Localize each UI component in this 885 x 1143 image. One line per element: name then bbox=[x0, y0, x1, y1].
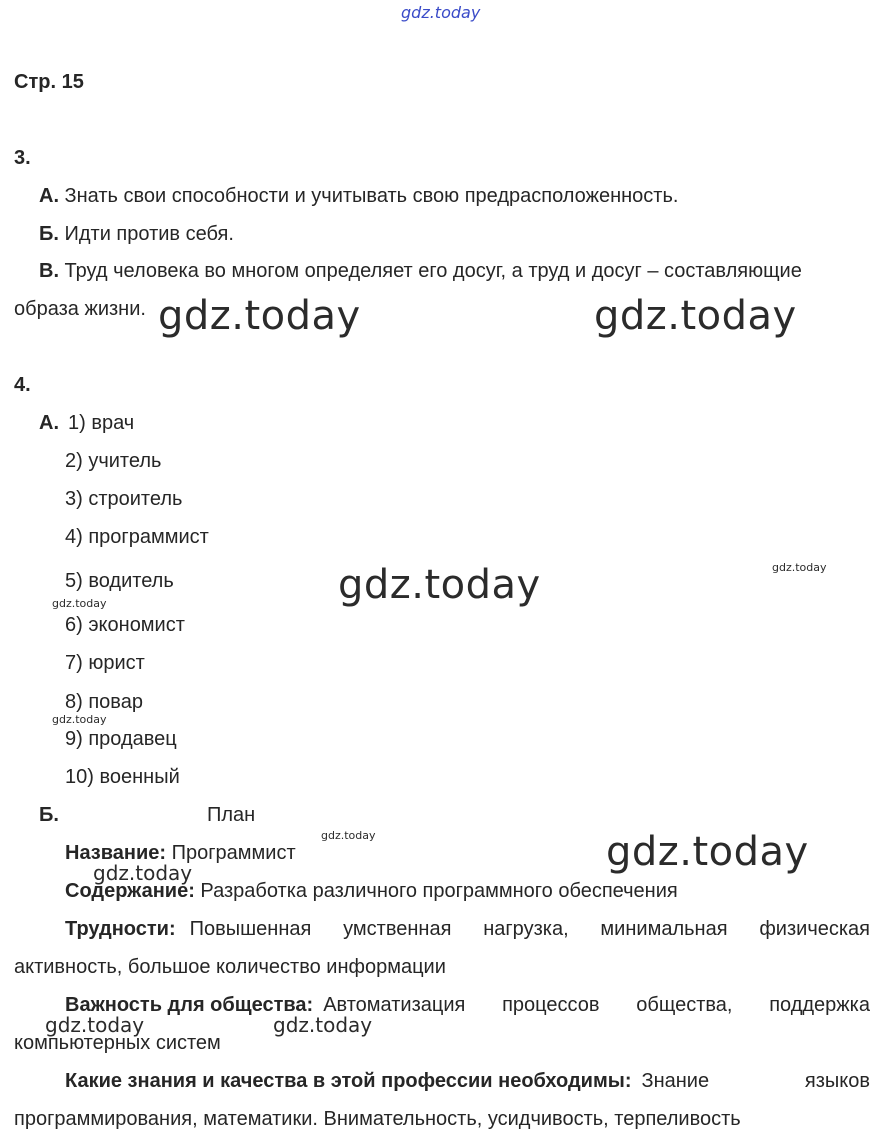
watermark-logo: gdz.today bbox=[321, 829, 376, 842]
watermark-logo: gdz.today bbox=[45, 1013, 145, 1037]
answer-text: Труд человека во многом определяет его досуг, а труд и досуг – составляющие bbox=[59, 260, 802, 282]
profession-item: 6) экономист bbox=[65, 614, 185, 636]
answer-label: Б. bbox=[39, 223, 59, 245]
profession-item: 9) продавец bbox=[65, 728, 177, 750]
answer-text: Идти против себя. bbox=[58, 223, 234, 245]
plan-importance-label: Важность для общества: bbox=[65, 994, 314, 1016]
plan-content-label: Содержание: bbox=[65, 880, 195, 902]
task-3-answer-c-line2: образа жизни. bbox=[14, 298, 146, 320]
task-3-answer-c-line1 bbox=[39, 259, 802, 283]
task-3-number: 3. bbox=[14, 147, 31, 169]
answer-label: А. bbox=[39, 185, 59, 207]
answer-label: В. bbox=[39, 260, 59, 282]
profession-item: 8) повар bbox=[65, 691, 143, 713]
profession-item: 4) программист bbox=[65, 526, 209, 548]
watermark-logo: gdz.today bbox=[606, 829, 809, 875]
profession-item: 5) водитель bbox=[65, 570, 174, 592]
plan-name-label: Название: bbox=[65, 842, 167, 864]
watermark-logo: gdz.today bbox=[772, 561, 827, 574]
plan-skills-text: Знание языков bbox=[641, 1070, 870, 1092]
plan-importance-line1 bbox=[65, 993, 870, 1017]
watermark-logo: gdz.today bbox=[273, 1013, 373, 1037]
watermark-logo: gdz.today bbox=[158, 293, 361, 339]
task-3-answer-a bbox=[39, 184, 678, 208]
page-title: Стр. 15 bbox=[14, 71, 84, 93]
task-4-number: 4. bbox=[14, 374, 31, 396]
profession-item: 7) юрист bbox=[65, 652, 145, 674]
plan-difficulties-line2: активность, большое количество информации bbox=[14, 956, 446, 978]
plan-importance-text: Автоматизация процессов общества, поддержка bbox=[323, 994, 870, 1016]
plan-difficulties-text: Повышенная умственная нагрузка, минимальная физическая bbox=[189, 918, 870, 940]
plan-skills-line2: программирования, математики. Внимательность, усидчивость, терпеливость bbox=[14, 1108, 741, 1130]
plan-content-value: Разработка различного программного обеспечения bbox=[194, 880, 678, 902]
watermark-logo: gdz.today bbox=[52, 713, 107, 726]
plan-difficulties-line1 bbox=[65, 917, 870, 941]
watermark-logo: gdz.today bbox=[401, 3, 481, 22]
task-4-part-b-label: Б. bbox=[39, 804, 59, 826]
plan-skills-label: Какие знания и качества в этой профессии необходимы: bbox=[65, 1070, 632, 1092]
watermark-logo: gdz.today bbox=[93, 861, 193, 885]
plan-title: План bbox=[207, 804, 256, 826]
watermark-logo: gdz.today bbox=[594, 293, 797, 339]
task-4-part-a-label: А. bbox=[39, 412, 59, 434]
profession-item: 10) военный bbox=[65, 766, 180, 788]
watermark-logo: gdz.today bbox=[52, 597, 107, 610]
plan-name-value: Программист bbox=[166, 842, 296, 864]
plan-importance-line2: компьютерных систем bbox=[14, 1032, 221, 1054]
profession-item: 1) врач bbox=[68, 412, 135, 434]
task-3-answer-b bbox=[39, 222, 234, 246]
plan-skills-line1 bbox=[65, 1069, 870, 1093]
profession-item: 3) строитель bbox=[65, 488, 183, 510]
profession-item: 2) учитель bbox=[65, 450, 162, 472]
answer-text: Знать свои способности и учитывать свою предрасположенность. bbox=[59, 185, 679, 207]
watermark-logo: gdz.today bbox=[338, 562, 541, 608]
plan-difficulties-label: Трудности: bbox=[65, 918, 176, 940]
